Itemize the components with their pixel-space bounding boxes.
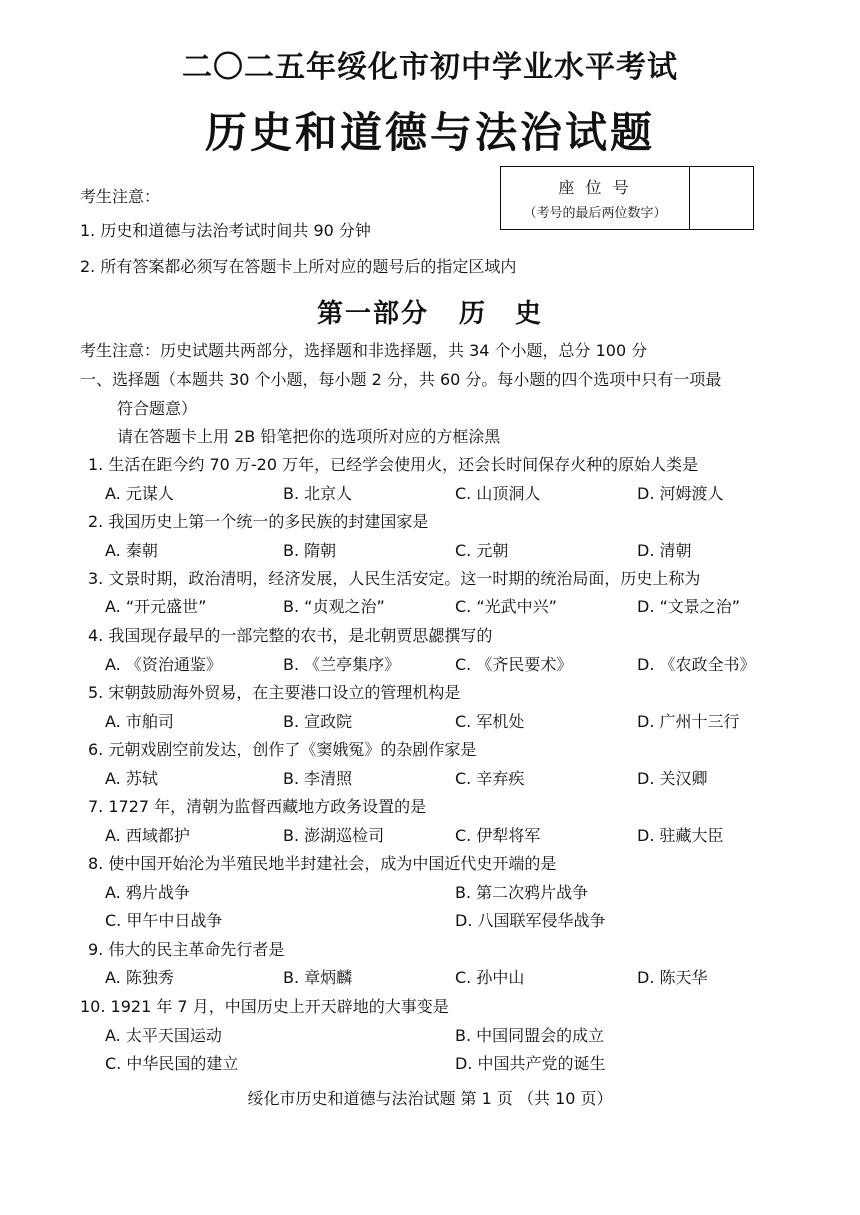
part-title	[0, 293, 860, 330]
notice-heading: 考生注意：	[80, 187, 161, 206]
option: D. 广州十三行	[637, 712, 740, 731]
question-stem: 1. 生活在距今约 70 万-20 万年，已经学会使用火，还会长时间保存火种的原始人类是	[88, 455, 699, 474]
option: A. 太平天国运动	[105, 1026, 222, 1045]
answer-instruction: 请在答题卡上用 2B 铅笔把你的选项所对应的方框涂黑	[117, 427, 501, 446]
question-stem: 4. 我国现存最早的一部完整的农书，是北朝贾思勰撰写的	[88, 626, 493, 645]
part-title-number: 第一部分	[316, 299, 429, 329]
option: D. 陈天华	[637, 968, 708, 987]
question-stem: 7. 1727 年，清朝为监督西藏地方政务设置的是	[88, 797, 427, 816]
history-notice: 考生注意：历史试题共两部分，选择题和非选择题，共 34 个小题，总分 100 分	[80, 341, 648, 360]
option: C. 伊犁将军	[455, 826, 541, 845]
option: B. 中国同盟会的成立	[455, 1026, 605, 1045]
subject-title: 历史和道德与法治试题	[204, 108, 655, 157]
option: D. 关汉卿	[637, 769, 708, 788]
question-stem: 5. 宋朝鼓励海外贸易，在主要港口设立的管理机构是	[88, 683, 461, 702]
option: B. 澎湖巡检司	[283, 826, 385, 845]
option: C. 元朝	[455, 541, 509, 560]
seat-number-box	[500, 166, 754, 230]
option: D. 清朝	[637, 541, 692, 560]
option: D. “文景之治”	[637, 597, 741, 616]
notice-item-1: 1. 历史和道德与法治考试时间共 90 分钟	[80, 221, 371, 240]
option: A. 市舶司	[105, 712, 174, 731]
option: D. 《农政全书》	[637, 655, 756, 674]
option: B. 章炳麟	[283, 968, 353, 987]
option: A. 秦朝	[105, 541, 158, 560]
option: B. 宣政院	[283, 712, 353, 731]
option: B. 隋朝	[283, 541, 337, 560]
option: B. “贞观之治”	[283, 597, 385, 616]
seat-number-value	[690, 167, 753, 229]
question-stem: 3. 文景时期，政治清明，经济发展，人民生活安定。这一时期的统治局面，历史上称为	[88, 569, 701, 588]
option: D. 中国共产党的诞生	[455, 1054, 606, 1073]
option: C. 军机处	[455, 712, 525, 731]
question-stem: 9. 伟大的民主革命先行者是	[88, 940, 285, 959]
seat-number-label: 座 位 号	[558, 178, 632, 197]
part-title-subject: 历 史	[459, 299, 544, 329]
question-stem: 8. 使中国开始沦为半殖民地半封建社会，成为中国近代史开端的是	[88, 854, 557, 873]
option: A. 苏轼	[105, 769, 158, 788]
option: A. “开元盛世”	[105, 597, 207, 616]
question-stem: 6. 元朝戏剧空前发达，创作了《窦娥冤》的杂剧作家是	[88, 740, 477, 759]
option: D. 八国联军侵华战争	[455, 911, 606, 930]
option: A. 陈独秀	[105, 968, 174, 987]
option: B. 第二次鸦片战争	[455, 883, 589, 902]
option: B. 李清照	[283, 769, 353, 788]
option: C. 孙中山	[455, 968, 525, 987]
question-stem: 2. 我国历史上第一个统一的多民族的封建国家是	[88, 512, 429, 531]
option: A. 《资治通鉴》	[105, 655, 222, 674]
option: B. 北京人	[283, 484, 353, 503]
seat-number-label-cell	[501, 167, 690, 229]
option: C. 辛弃疾	[455, 769, 525, 788]
notice-item-2: 2. 所有答案都必须写在答题卡上所对应的题号后的指定区域内	[80, 257, 517, 276]
option: C. 甲午中日战争	[105, 911, 223, 930]
option: D. 驻藏大臣	[637, 826, 724, 845]
option: C. 《齐民要术》	[455, 655, 573, 674]
question-stem: 10. 1921 年 7 月，中国历史上开天辟地的大事变是	[80, 997, 449, 1016]
section-heading-line1: 一、选择题（本题共 30 个小题，每小题 2 分，共 60 分。每小题的四个选项中只有一项最	[80, 370, 722, 389]
page-footer: 绥化市历史和道德与法治试题 第 1 页 （共 10 页）	[247, 1089, 613, 1108]
exam-title: 二〇二五年绥化市初中学业水平考试	[182, 50, 678, 85]
option: C. “光武中兴”	[455, 597, 557, 616]
option: A. 元谋人	[105, 484, 174, 503]
option: A. 鸦片战争	[105, 883, 190, 902]
option: B. 《兰亭集序》	[283, 655, 401, 674]
seat-number-hint: （考号的最后两位数字）	[523, 206, 667, 221]
option: C. 中华民国的建立	[105, 1054, 239, 1073]
section-heading-line2: 符合题意）	[117, 399, 198, 418]
option: C. 山顶洞人	[455, 484, 541, 503]
option: D. 河姆渡人	[637, 484, 724, 503]
option: A. 西域都护	[105, 826, 190, 845]
